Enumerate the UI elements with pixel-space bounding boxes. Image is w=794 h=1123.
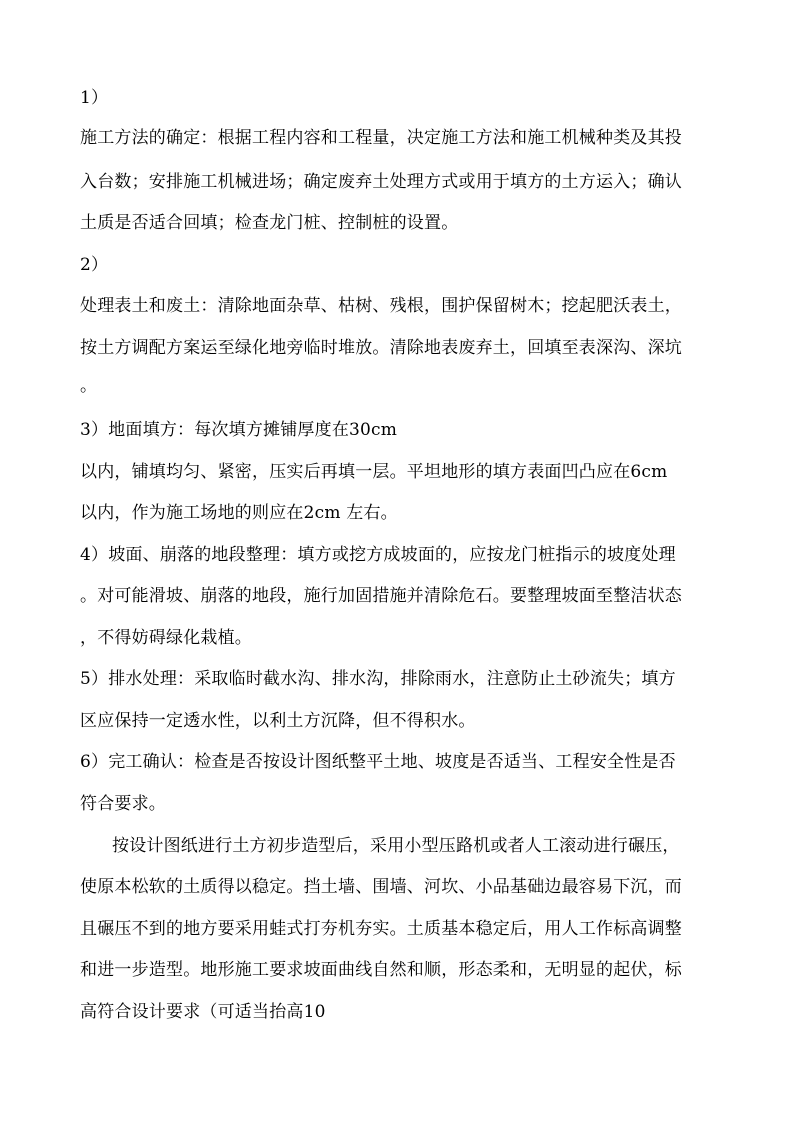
text-line: 以内，铺填均匀、紧密，压实后再填一层。平坦地形的填方表面凹凸应在6cm [80, 462, 668, 482]
text-line: 2） [80, 255, 109, 275]
text-line: 施工方法的确定：根据工程内容和工程量，决定施工方法和施工机械种类及其投 [80, 128, 682, 148]
text-line: 土质是否适合回填；检查龙门桩、控制桩的设置。 [80, 213, 459, 233]
text-line: 和进一步造型。地形施工要求坡面曲线自然和顺，形态柔和，无明显的起伏，标 [80, 960, 682, 980]
text-line: 。 [80, 376, 98, 396]
paragraph-first-line: 按设计图纸进行土方初步造型后，采用小型压路机或者人工滚动进行碾压， [112, 836, 680, 856]
text-line: 。对可能滑坡、崩落的地段，施行加固措施并清除危石。要整理坡面至整洁状态 [80, 586, 682, 606]
text-line: 4）坡面、崩落的地段整理：填方或挖方成坡面的，应按龙门桩指示的坡度处理 [80, 545, 676, 565]
text-line: 使原本松软的土质得以稳定。挡土墙、围墙、河坎、小品基础边最容易下沉，而 [80, 877, 682, 897]
text-line: 符合要求。 [80, 794, 166, 814]
text-line: 入台数；安排施工机械进场；确定废弃土处理方式或用于填方的土方运入；确认 [80, 172, 682, 192]
text-line: 区应保持一定透水性，以利土方沉降，但不得积水。 [80, 711, 476, 731]
text-line: ，不得妨碍绿化栽植。 [80, 628, 252, 648]
text-line: 处理表土和废土：清除地面杂草、枯树、残根，围护保留树木；挖起肥沃表土， [80, 296, 682, 316]
text-line: 且碾压不到的地方要采用蛙式打夯机夯实。土质基本稳定后，用人工作标高调整 [80, 919, 682, 939]
text-line: 3）地面填方：每次填方摊铺厚度在30cm [80, 420, 398, 440]
text-line: 5）排水处理：采取临时截水沟、排水沟，排除雨水，注意防止土砂流失；填方 [80, 669, 676, 689]
text-line: 6）完工确认：检查是否按设计图纸整平土地、坡度是否适当、工程安全性是否 [80, 752, 676, 772]
text-line: 1） [80, 88, 109, 108]
text-line: 以内，作为施工场地的则应在2cm 左右。 [80, 503, 398, 523]
text-line: 高符合设计要求（可适当抬高10 [80, 1002, 326, 1022]
text-line: 按土方调配方案运至绿化地旁临时堆放。清除地表废弃土，回填至表深沟、深坑 [80, 338, 682, 358]
